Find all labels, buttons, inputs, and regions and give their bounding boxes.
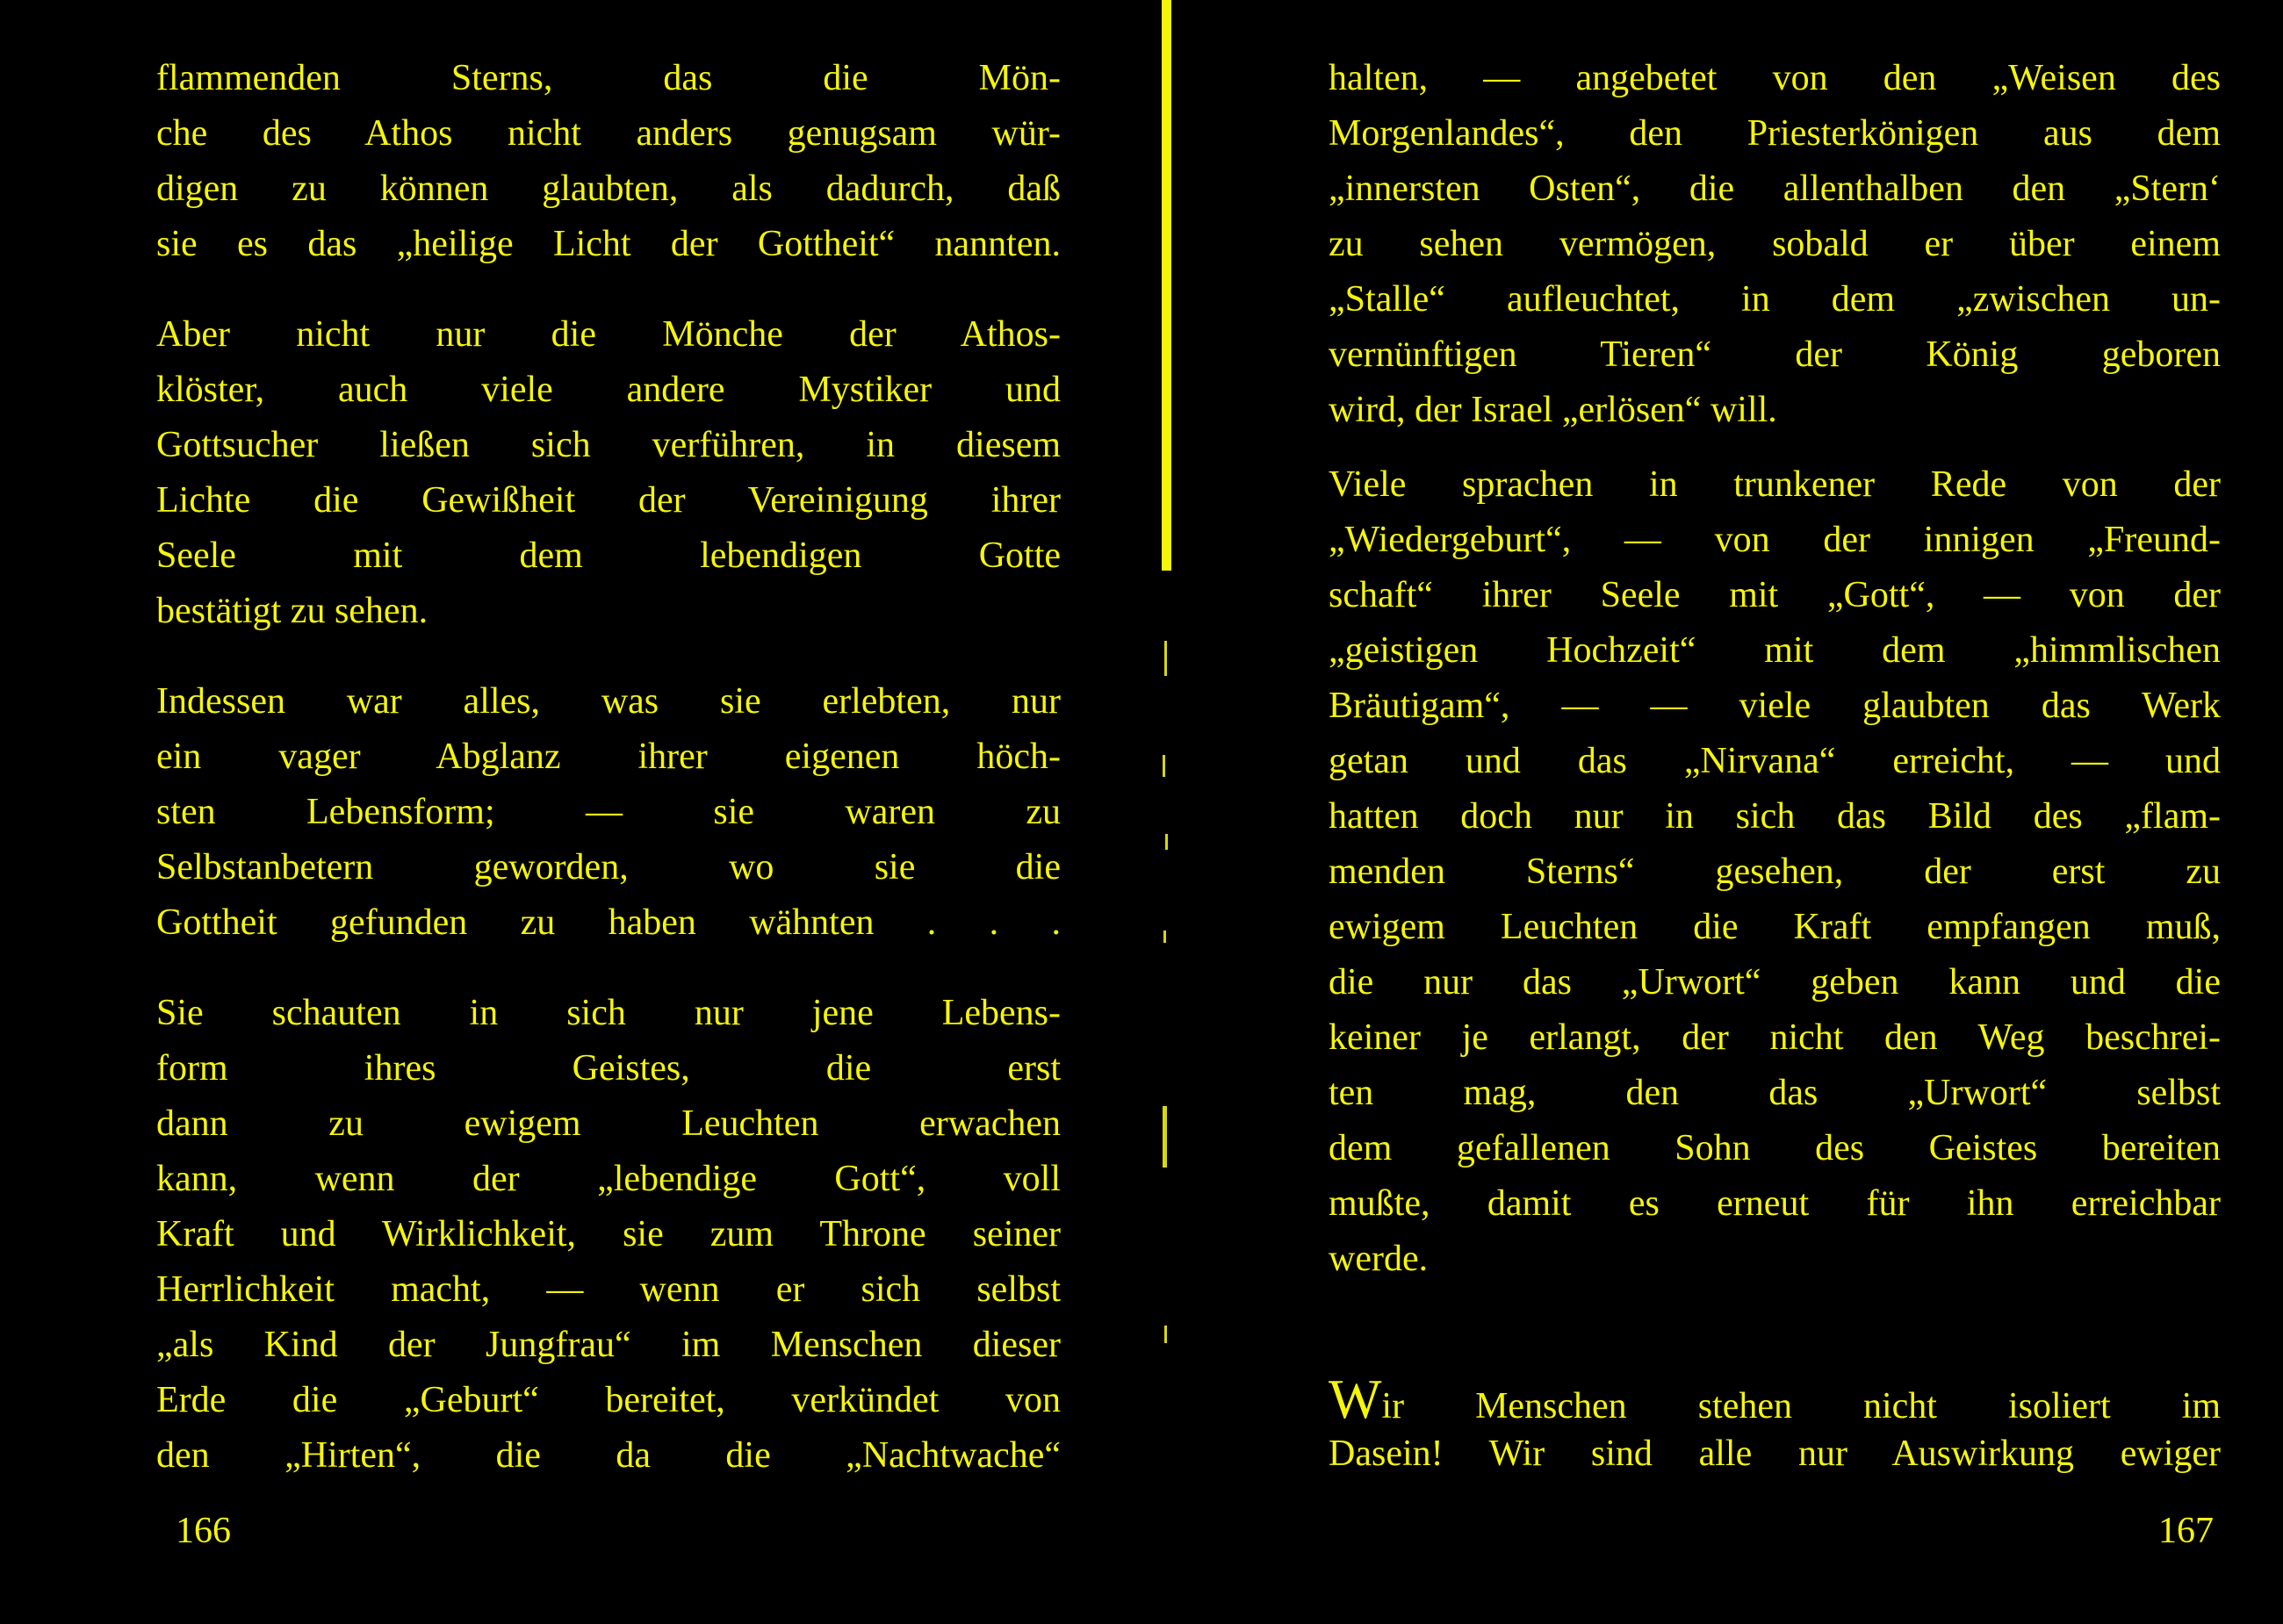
text-line: Selbstanbetern geworden, wo sie die	[156, 847, 1061, 887]
text-line: form ihres Geistes, die erst	[156, 1048, 1061, 1089]
text-line: ein vager Abglanz ihrer eigenen höch-	[156, 737, 1061, 777]
paragraph	[1329, 1368, 2221, 1482]
text-line: Indessen war alles, was sie erlebten, nur	[156, 681, 1061, 722]
text-line: Herrlichkeit macht, — wenn er sich selbst	[156, 1269, 1061, 1310]
text-line: ten mag, den das „Urwort“ selbst	[1329, 1073, 2221, 1113]
text-line: zu sehen vermögen, sobald er über einem	[1329, 224, 2221, 264]
text-line: che des Athos nicht anders genugsam wür-	[156, 113, 1061, 154]
text-line: Bräutigam“, — — viele glaubten das Werk	[1329, 686, 2221, 726]
page-number: 166	[176, 1511, 231, 1551]
page-number: 167	[2158, 1511, 2214, 1551]
text-line	[1329, 1368, 2221, 1430]
paragraph	[156, 674, 1061, 951]
text-line: menden Sterns“ gesehen, der erst zu	[1329, 852, 2221, 892]
text-line: schaft“ ihrer Seele mit „Gott“, — von der	[1329, 575, 2221, 615]
text-line: sten Lebensform; — sie waren zu	[156, 792, 1061, 832]
text-line: dem gefallenen Sohn des Geistes bereiten	[1329, 1128, 2221, 1168]
text-line: vernünftigen Tieren“ der König geboren	[1329, 334, 2221, 375]
text-line: keiner je erlangt, der nicht den Weg beschrei-	[1329, 1017, 2221, 1058]
gutter-speck	[1164, 1326, 1167, 1343]
text-line: die nur das „Urwort“ geben kann und die	[1329, 962, 2221, 1002]
text-line-rest: ir Menschen stehen nicht isoliert im	[1381, 1386, 2221, 1426]
gutter-speck	[1164, 641, 1167, 676]
text-line: Erde die „Geburt“ bereitet, verkündet von	[156, 1380, 1061, 1420]
text-line: Sie schauten in sich nur jene Lebens-	[156, 993, 1061, 1033]
text-line: sie es das „heilige Licht der Gottheit“ nannten.	[156, 224, 1061, 264]
right-page	[1329, 51, 2221, 1482]
text-line: getan und das „Nirvana“ erreicht, — und	[1329, 741, 2221, 781]
text-line: Viele sprachen in trunkener Rede von der	[1329, 464, 2221, 505]
text-line: Gottsucher ließen sich verführen, in diesem	[156, 425, 1061, 465]
text-line: Kraft und Wirklichkeit, sie zum Throne seiner	[156, 1214, 1061, 1254]
text-line: Morgenlandes“, den Priesterkönigen aus dem	[1329, 113, 2221, 154]
text-line: klöster, auch viele andere Mystiker und	[156, 370, 1061, 410]
text-line: werde.	[1329, 1239, 1429, 1279]
text-line: bestätigt zu sehen.	[156, 591, 429, 631]
drop-initial: W	[1329, 1368, 1382, 1430]
left-page	[156, 51, 1061, 1484]
text-line: kann, wenn der „lebendige Gott“, voll	[156, 1159, 1061, 1199]
paragraph	[156, 51, 1061, 272]
paragraph	[156, 307, 1061, 639]
text-line: „als Kind der Jungfrau“ im Menschen dieser	[156, 1325, 1061, 1365]
paragraph	[156, 986, 1061, 1484]
text-line: wird, der Israel „erlösen“ will.	[1329, 390, 1777, 430]
text-line: dann zu ewigem Leuchten erwachen	[156, 1103, 1061, 1144]
text-line: hatten doch nur in sich das Bild des „flam-	[1329, 796, 2221, 837]
gutter-speck	[1163, 755, 1165, 777]
gutter-speck	[1165, 834, 1168, 850]
text-line: Lichte die Gewißheit der Vereinigung ihrer	[156, 480, 1061, 521]
text-line: „geistigen Hochzeit“ mit dem „himmlischen	[1329, 630, 2221, 671]
book-gutter-line	[1162, 0, 1171, 571]
gutter-speck	[1163, 1106, 1167, 1168]
text-line: „Wiedergeburt“, — von der innigen „Freund-	[1329, 520, 2221, 560]
paragraph	[1329, 457, 2221, 1287]
text-line: Aber nicht nur die Mönche der Athos-	[156, 314, 1061, 355]
gutter-specks	[1157, 571, 1175, 1361]
text-line: ewigem Leuchten die Kraft empfangen muß,	[1329, 907, 2221, 947]
paragraph	[1329, 51, 2221, 438]
text-line: den „Hirten“, die da die „Nachtwache“	[156, 1435, 1061, 1476]
text-line: mußte, damit es erneut für ihn erreichbar	[1329, 1183, 2221, 1224]
text-line: Dasein! Wir sind alle nur Auswirkung ewiger	[1329, 1434, 2221, 1474]
text-line: Seele mit dem lebendigen Gotte	[156, 535, 1061, 576]
text-line: „innersten Osten“, die allenthalben den „Stern‘	[1329, 169, 2221, 209]
text-line: digen zu können glaubten, als dadurch, daß	[156, 169, 1061, 209]
gutter-speck	[1163, 931, 1166, 943]
text-line: „Stalle“ aufleuchtet, in dem „zwischen un-	[1329, 279, 2221, 320]
text-line: Gottheit gefunden zu haben wähnten . . .	[156, 902, 1061, 943]
text-line: flammenden Sterns, das die Mön-	[156, 58, 1061, 98]
text-line: halten, — angebetet von den „Weisen des	[1329, 58, 2221, 98]
